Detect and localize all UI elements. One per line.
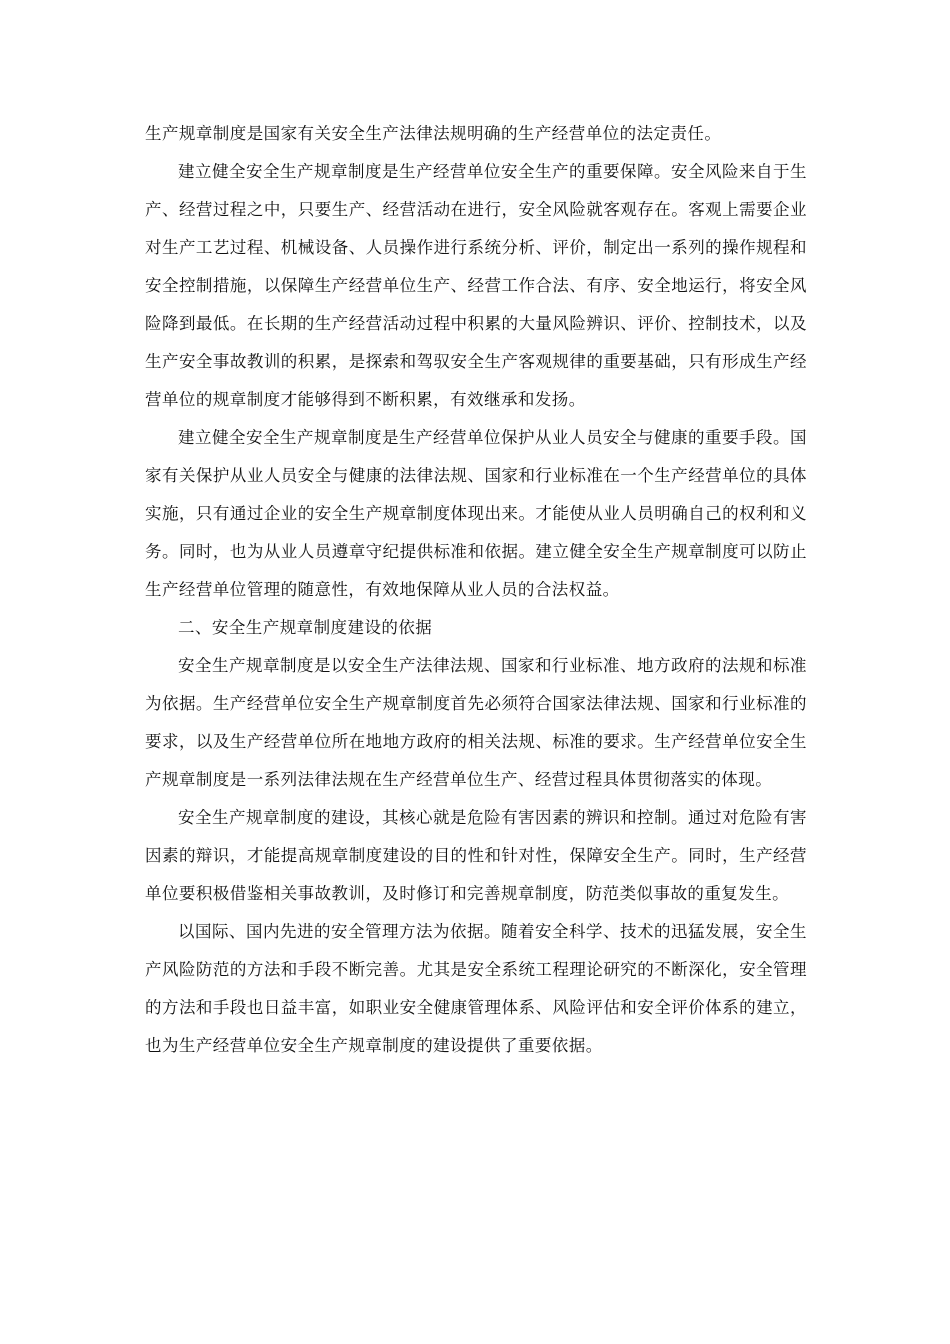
paragraph-hazard-identification: 安全生产规章制度的建设，其核心就是危险有害因素的辨识和控制。通过对危险有害因素的辩识，才能提高规章制度建设的目的性和针对性，保障安全生产。同时，生产经营单位要积极借鉴相关事故教训，及时修订和完善规章制度，防范类似事故的重复发生。	[145, 808, 807, 903]
document-page	[145, 115, 807, 1065]
section-heading-basis: 二、安全生产规章制度建设的依据	[178, 618, 433, 637]
paragraph-continuation: 生产规章制度是国家有关安全生产法律法规明确的生产经营单位的法定责任。	[145, 124, 722, 143]
paragraph-management-methods: 以国际、国内先进的安全管理方法为依据。随着安全科学、技术的迅猛发展，安全生产风险防范的方法和手段不断完善。尤其是安全系统工程理论研究的不断深化，安全管理的方法和手段也日益丰富，如职业安全健康管理体系、风险评估和安全评价体系的建立，也为生产经营单位安全生产规章制度的建设提供了重要依据。	[145, 922, 807, 1055]
paragraph-legal-basis: 安全生产规章制度是以安全生产法律法规、国家和行业标准、地方政府的法规和标准为依据。生产经营单位安全生产规章制度首先必须符合国家法律法规、国家和行业标准的要求，以及生产经营单位所在地地方政府的相关法规、标准的要求。生产经营单位安全生产规章制度是一系列法律法规在生产经营单位生产、经营过程具体贯彻落实的体现。	[145, 656, 807, 789]
paragraph-worker-protection: 建立健全安全生产规章制度是生产经营单位保护从业人员安全与健康的重要手段。国家有关保护从业人员安全与健康的法律法规、国家和行业标准在一个生产经营单位的具体实施，只有通过企业的安全生产规章制度体现出来。才能使从业人员明确自己的权利和义务。同时，也为从业人员遵章守纪提供标准和依据。建立健全安全生产规章制度可以防止生产经营单位管理的随意性，有效地保障从业人员的合法权益。	[145, 428, 807, 599]
paragraph-safety-guarantee: 建立健全安全生产规章制度是生产经营单位安全生产的重要保障。安全风险来自于生产、经营过程之中，只要生产、经营活动在进行，安全风险就客观存在。客观上需要企业对生产工艺过程、机械设备、人员操作进行系统分析、评价，制定出一系列的操作规程和安全控制措施，以保障生产经营单位生产、经营工作合法、有序、安全地运行，将安全风险降到最低。在长期的生产经营活动过程中积累的大量风险辨识、评价、控制技术，以及生产安全事故教训的积累，是探索和驾驭安全生产客观规律的重要基础，只有形成生产经营单位的规章制度才能够得到不断积累，有效继承和发扬。	[145, 162, 807, 409]
